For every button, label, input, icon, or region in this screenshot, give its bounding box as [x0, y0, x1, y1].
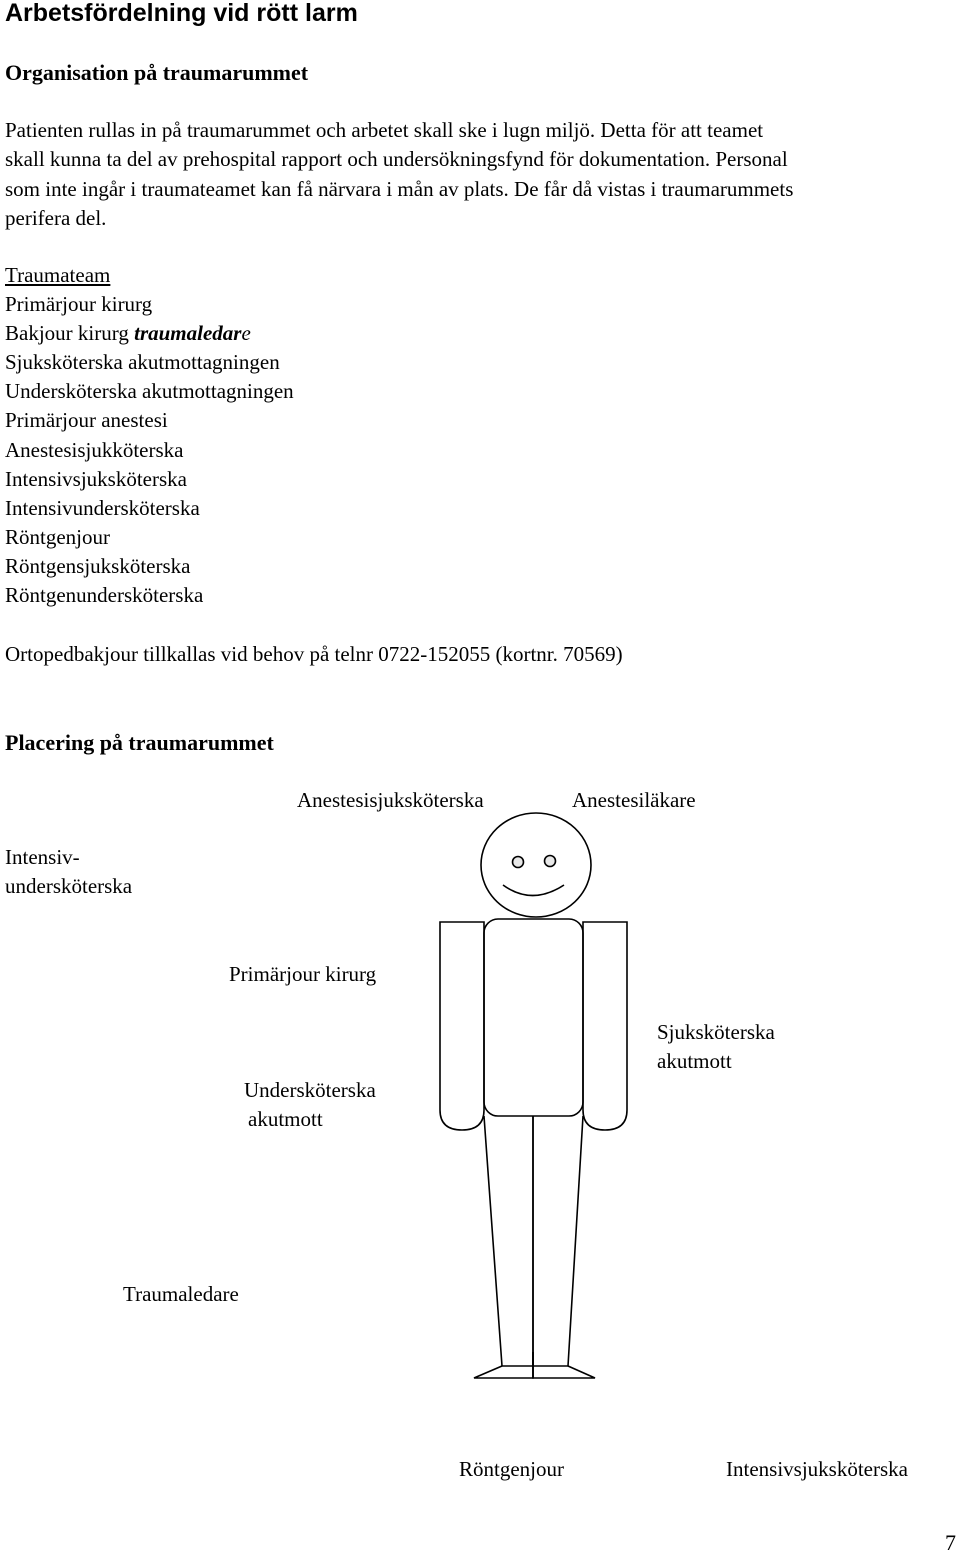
team-member: Primärjour kirurg: [5, 292, 153, 317]
traumaledare-role-suffix: e: [241, 321, 251, 346]
label-traumaledare: Traumaledare: [123, 1282, 239, 1306]
paragraph-line: perifera del.: [5, 205, 107, 230]
label-anestesisjukskoterska: Anestesisjuksköterska: [297, 788, 484, 812]
team-member: Röntgenjour: [5, 524, 110, 549]
team-member: Intensivundersköterska: [5, 495, 200, 520]
label-underskoterska-line1: Undersköterska: [244, 1078, 376, 1102]
team-member: Intensivsjuksköterska: [5, 466, 187, 491]
page-number: 7: [945, 1530, 956, 1555]
patient-left-leg: [484, 1116, 533, 1366]
patient-right-leg: [533, 1116, 583, 1366]
patient-torso: [484, 919, 583, 1116]
ortoped-note: Ortopedbakjour tillkallas vid behov på telnr 0722-152055 (kortnr. 70569): [5, 642, 623, 666]
section-heading-organisation: Organisation på traumarummet: [5, 60, 309, 85]
team-member: Primärjour anestesi: [5, 408, 168, 433]
patient-head: [481, 813, 591, 917]
label-intensiv-line1: Intensiv-: [5, 845, 80, 869]
traumaledare-role: traumaledar: [134, 321, 242, 346]
section-heading-placering: Placering på traumarummet: [5, 730, 274, 755]
patient-right-foot: [533, 1352, 595, 1378]
trauma-team-heading: Traumateam: [5, 263, 111, 287]
label-intensivsjukskoterska: Intensivsjuksköterska: [726, 1457, 908, 1481]
label-underskoterska-line2: akutmott: [248, 1107, 323, 1131]
label-rontgenjour: Röntgenjour: [459, 1457, 564, 1481]
patient-left-foot: [474, 1352, 533, 1378]
paragraph-line: skall kunna ta del av prehospital rapport och undersökningsfynd för dokumentation. Personal: [5, 147, 788, 172]
patient-mouth: [503, 885, 564, 896]
bakjour-prefix: Bakjour kirurg: [5, 321, 135, 346]
patient-right-eye: [545, 856, 556, 867]
paragraph-line: som inte ingår i traumateamet kan få närvara i mån av plats. De får då vistas i traumarummets: [5, 176, 794, 201]
team-member: Sjuksköterska akutmottagningen: [5, 350, 280, 375]
paragraph-line: Patienten rullas in på traumarummet och arbetet skall ske i lugn miljö. Detta för att teamet: [5, 118, 764, 142]
patient-left-eye: [513, 857, 524, 868]
team-member: Röntgensjuksköterska: [5, 553, 191, 578]
label-sjukskoterska-line1: Sjuksköterska: [657, 1020, 775, 1044]
team-member: Undersköterska akutmottagningen: [5, 379, 294, 404]
label-anestesilakare: Anestesiläkare: [572, 788, 696, 812]
label-intensiv-line2: undersköterska: [5, 874, 133, 898]
team-member: Röntgenundersköterska: [5, 583, 204, 608]
page-title: Arbetsfördelning vid rött larm: [5, 0, 358, 27]
label-sjukskoterska-line2: akutmott: [657, 1049, 732, 1073]
patient-right-arm: [583, 922, 627, 1130]
patient-left-arm: [440, 922, 484, 1130]
label-primarjour-kirurg: Primärjour kirurg: [229, 962, 377, 986]
team-member: Anestesisjukköterska: [5, 437, 184, 462]
